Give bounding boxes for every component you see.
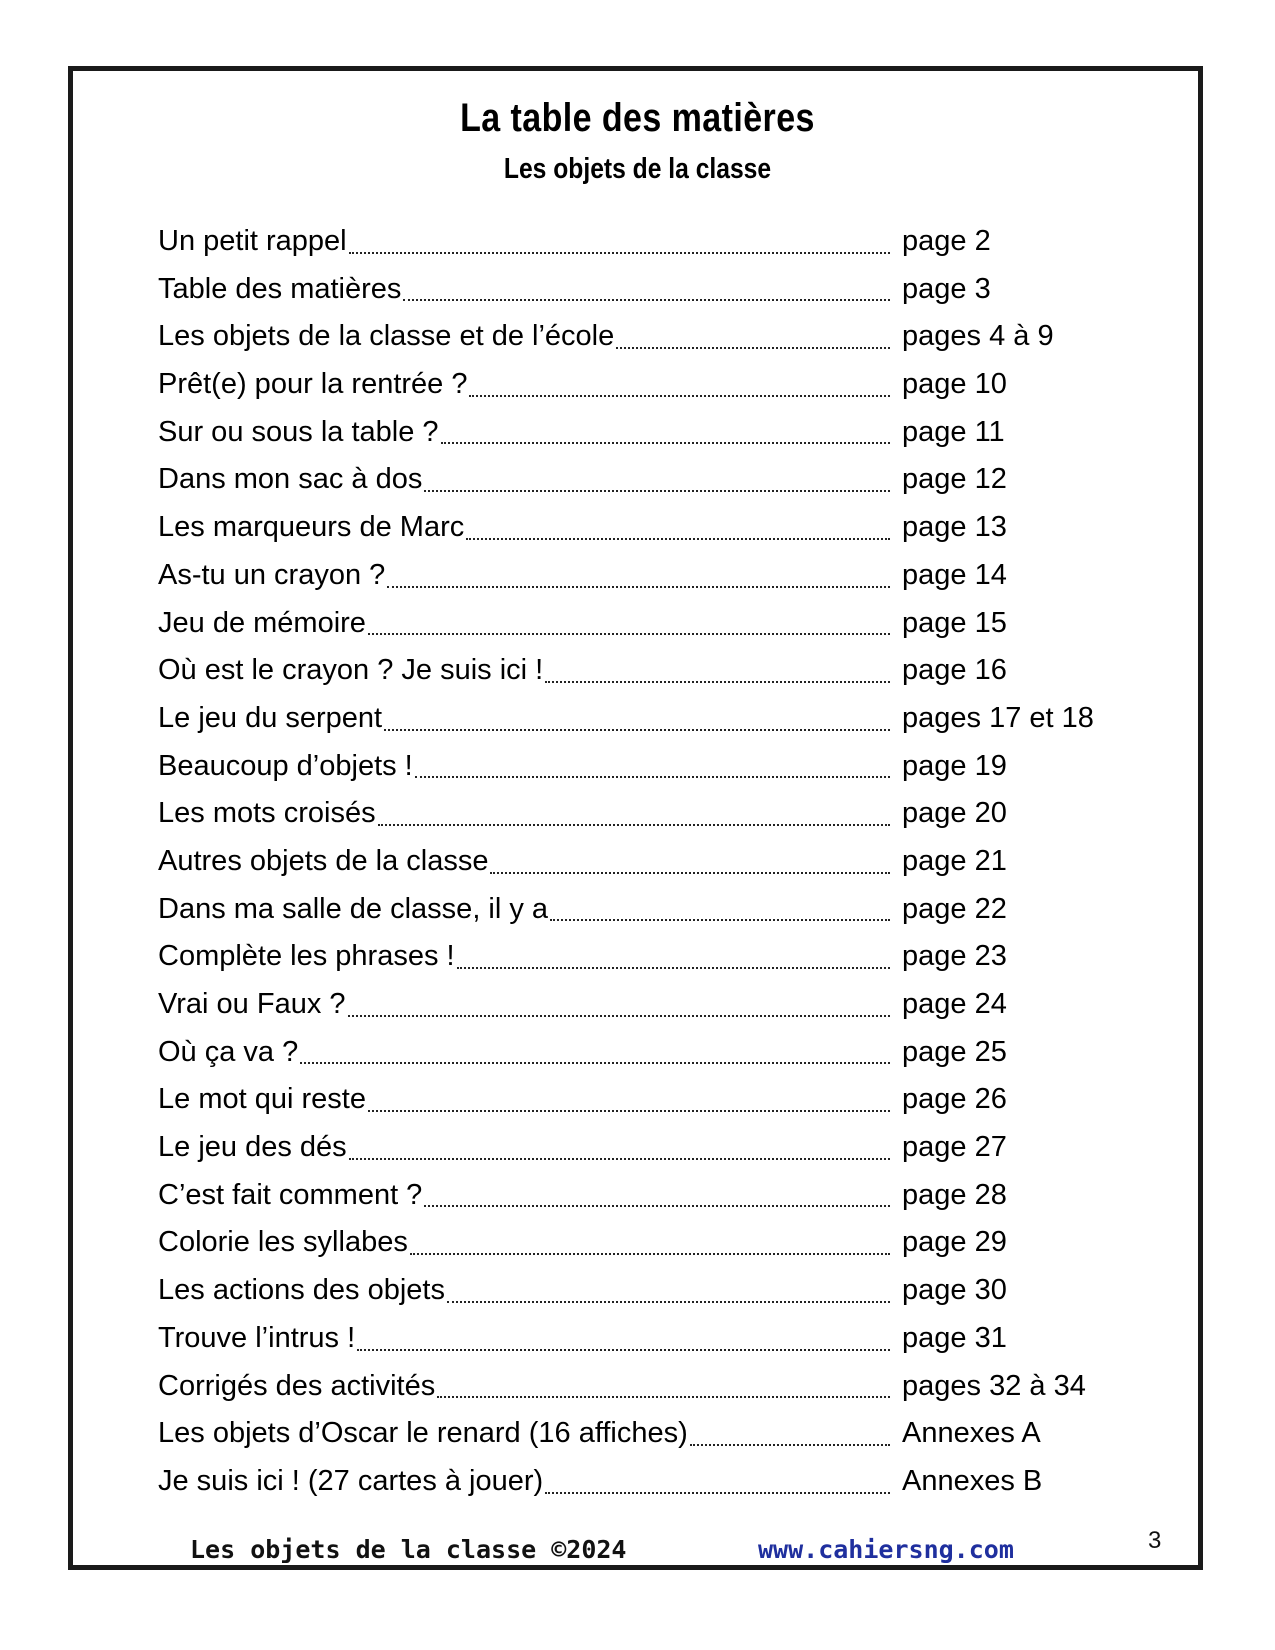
toc-entry-label: Je suis ici ! (27 cartes à jouer) <box>158 1464 544 1497</box>
toc-entry <box>158 1458 1158 1506</box>
toc-entry-page: page 2 <box>902 225 991 257</box>
toc-entry-page: Annexes B <box>902 1464 1043 1497</box>
toc-entry <box>158 1410 1158 1458</box>
toc-dot-leader <box>300 1060 890 1064</box>
toc-entry-label: Les objets d’Oscar le renard (16 affiches) <box>158 1417 688 1450</box>
toc-entry-page: page 30 <box>902 1274 1007 1307</box>
toc-dot-leader <box>550 917 890 921</box>
toc-dot-leader <box>441 440 890 444</box>
toc-entry <box>158 790 1158 838</box>
toc-entry <box>158 743 1158 791</box>
toc-entry <box>158 504 1158 552</box>
toc-entry-page: page 11 <box>902 415 1005 448</box>
toc-entry-label: Les objets de la classe et de l’école <box>158 320 615 353</box>
toc-entry-label-area <box>158 600 896 648</box>
toc-entry <box>158 1267 1158 1315</box>
toc-entry-label: Dans mon sac à dos <box>158 463 423 496</box>
toc-dot-leader <box>457 965 890 969</box>
page-title: La table des matières <box>460 96 815 140</box>
toc-entry <box>158 456 1158 504</box>
toc-entry-page: page 21 <box>902 844 1007 877</box>
toc-entry <box>158 933 1158 981</box>
footer-website-link[interactable]: www.cahiersng.com <box>758 1535 1014 1564</box>
toc-entry-label: Vrai ou Faux ? <box>158 988 346 1020</box>
toc-entry-page: page 23 <box>902 940 1007 973</box>
toc-entry <box>158 1124 1158 1172</box>
toc-entry-label-area <box>158 886 896 934</box>
toc-entry-page: page 25 <box>902 1035 1007 1068</box>
toc-entry-label: Trouve l’intrus ! <box>158 1321 356 1354</box>
toc-entry <box>158 552 1158 600</box>
toc-entry-label: Où est le crayon ? Je suis ici ! <box>158 654 544 687</box>
toc-entry-label: Table des matières <box>158 272 402 305</box>
toc-entry-label-area <box>158 1172 896 1220</box>
toc-entry-page: page 29 <box>902 1226 1007 1259</box>
toc-entry-page: page 3 <box>902 272 991 305</box>
toc-entry-page: page 27 <box>902 1131 1007 1164</box>
toc-entry-label: Jeu de mémoire <box>158 606 366 639</box>
toc-entry-page: page 14 <box>902 558 1007 591</box>
toc-entry <box>158 838 1158 886</box>
toc-entry-page: page 15 <box>902 606 1007 639</box>
toc-entry <box>158 1029 1158 1077</box>
toc-entry <box>158 647 1158 695</box>
toc-entry-label: As-tu un crayon ? <box>158 558 386 591</box>
toc-entry-page: page 22 <box>902 892 1007 925</box>
toc-entry-label-area <box>158 361 896 409</box>
toc-entry-label: Les mots croisés <box>158 797 376 830</box>
toc-entry-label: Autres objets de la classe <box>158 844 489 877</box>
toc-entry-page: Annexes A <box>902 1417 1041 1450</box>
toc-entry-label: C’est fait comment ? <box>158 1178 423 1211</box>
footer-copyright: Les objets de la classe ©2024 <box>190 1535 627 1564</box>
toc-entry <box>158 218 1158 266</box>
toc-entry-label-area <box>158 933 896 981</box>
toc-entry-label: Sur ou sous la table ? <box>158 415 439 448</box>
toc-entry-page: page 20 <box>902 797 1007 830</box>
page-subtitle: Les objets de la classe <box>503 153 772 185</box>
toc-entry <box>158 981 1158 1029</box>
toc-entry-page: page 31 <box>902 1321 1007 1354</box>
toc-entry-label-area <box>158 552 896 600</box>
toc-entry <box>158 886 1158 934</box>
toc-dot-leader <box>466 536 890 540</box>
toc-entry-page: pages 32 à 34 <box>902 1369 1086 1402</box>
toc-dot-leader <box>545 1490 890 1494</box>
toc-entry-label-area <box>158 504 896 552</box>
toc-entry <box>158 409 1158 457</box>
toc-entry-label: Où ça va ? <box>158 1035 299 1068</box>
toc-dot-leader <box>349 250 890 254</box>
toc-dot-leader <box>384 727 890 731</box>
toc-dot-leader <box>368 1108 890 1112</box>
toc-entry-label-area <box>158 1363 896 1411</box>
toc-entry-page: page 12 <box>902 463 1007 496</box>
toc-entry <box>158 695 1158 743</box>
toc-entry-label-area <box>158 1315 896 1363</box>
toc-entry-page: page 10 <box>902 368 1007 401</box>
toc-entry-label-area <box>158 313 896 361</box>
toc-entry-label-area <box>158 409 896 457</box>
toc-entry-label-area <box>158 743 896 791</box>
toc-entry-label-area <box>158 695 896 743</box>
toc-entry-label-area <box>158 456 896 504</box>
toc-entry-page: page 26 <box>902 1083 1007 1116</box>
toc-entry-label: Corrigés des activités <box>158 1369 436 1402</box>
toc-entry-page: page 19 <box>902 749 1007 782</box>
toc-entry <box>158 266 1158 314</box>
toc-entry-page: pages 17 et 18 <box>902 701 1094 734</box>
toc-dot-leader <box>690 1442 890 1446</box>
toc-entry-page: page 24 <box>902 988 1007 1020</box>
toc-dot-leader <box>348 1013 890 1017</box>
toc-entry-label: Un petit rappel <box>158 225 347 257</box>
toc-entry <box>158 361 1158 409</box>
toc-entry-label-area <box>158 218 896 266</box>
toc-entry-label-area <box>158 266 896 314</box>
toc-dot-leader <box>437 1394 890 1398</box>
toc-entry-label: Le mot qui reste <box>158 1083 366 1116</box>
toc-dot-leader <box>424 1203 890 1207</box>
toc-dot-leader <box>349 1156 890 1160</box>
toc-entry <box>158 1076 1158 1124</box>
toc-dot-leader <box>387 584 890 588</box>
toc-entry-page: pages 4 à 9 <box>902 320 1054 353</box>
toc-entry-label: Les marqueurs de Marc <box>158 511 465 544</box>
toc-entry <box>158 1219 1158 1267</box>
toc-dot-leader <box>469 393 890 397</box>
toc-dot-leader <box>616 345 890 349</box>
toc-entry-page: page 28 <box>902 1178 1007 1211</box>
toc-entry-label-area <box>158 1124 896 1172</box>
toc-dot-leader <box>368 631 890 635</box>
toc-entry <box>158 1172 1158 1220</box>
toc-entry-label-area <box>158 1029 896 1077</box>
toc-entry-label-area <box>158 790 896 838</box>
toc-entry <box>158 313 1158 361</box>
toc-entry-label-area <box>158 647 896 695</box>
toc-dot-leader <box>545 679 890 683</box>
toc-entry-label: Complète les phrases ! <box>158 940 455 973</box>
toc-dot-leader <box>490 870 890 874</box>
toc-entry-label: Prêt(e) pour la rentrée ? <box>158 368 468 401</box>
toc-dot-leader <box>403 297 890 301</box>
toc-entry-label-area <box>158 1410 896 1458</box>
toc-entry-label-area <box>158 1219 896 1267</box>
table-of-contents <box>158 218 1158 1506</box>
toc-entry-label: Le jeu du serpent <box>158 701 383 734</box>
toc-entry-label: Colorie les syllabes <box>158 1226 408 1259</box>
toc-entry-label-area <box>158 981 896 1029</box>
toc-entry-label: Les actions des objets <box>158 1274 445 1307</box>
toc-entry <box>158 1315 1158 1363</box>
toc-entry-label: Beaucoup d’objets ! <box>158 749 413 782</box>
toc-dot-leader <box>415 774 890 778</box>
toc-dot-leader <box>447 1299 890 1303</box>
toc-dot-leader <box>424 488 890 492</box>
page-number: 3 <box>1148 1527 1162 1554</box>
toc-entry-label-area <box>158 1458 896 1506</box>
toc-entry-label-area <box>158 1076 896 1124</box>
toc-dot-leader <box>357 1347 890 1351</box>
toc-dot-leader <box>378 822 890 826</box>
toc-entry <box>158 600 1158 648</box>
toc-entry-label: Dans ma salle de classe, il y a <box>158 892 549 925</box>
toc-entry-page: page 16 <box>902 654 1007 687</box>
toc-entry-label: Le jeu des dés <box>158 1131 347 1164</box>
toc-entry-label-area <box>158 838 896 886</box>
toc-entry <box>158 1363 1158 1411</box>
toc-dot-leader <box>410 1251 890 1255</box>
toc-entry-page: page 13 <box>902 511 1007 544</box>
toc-entry-label-area <box>158 1267 896 1315</box>
